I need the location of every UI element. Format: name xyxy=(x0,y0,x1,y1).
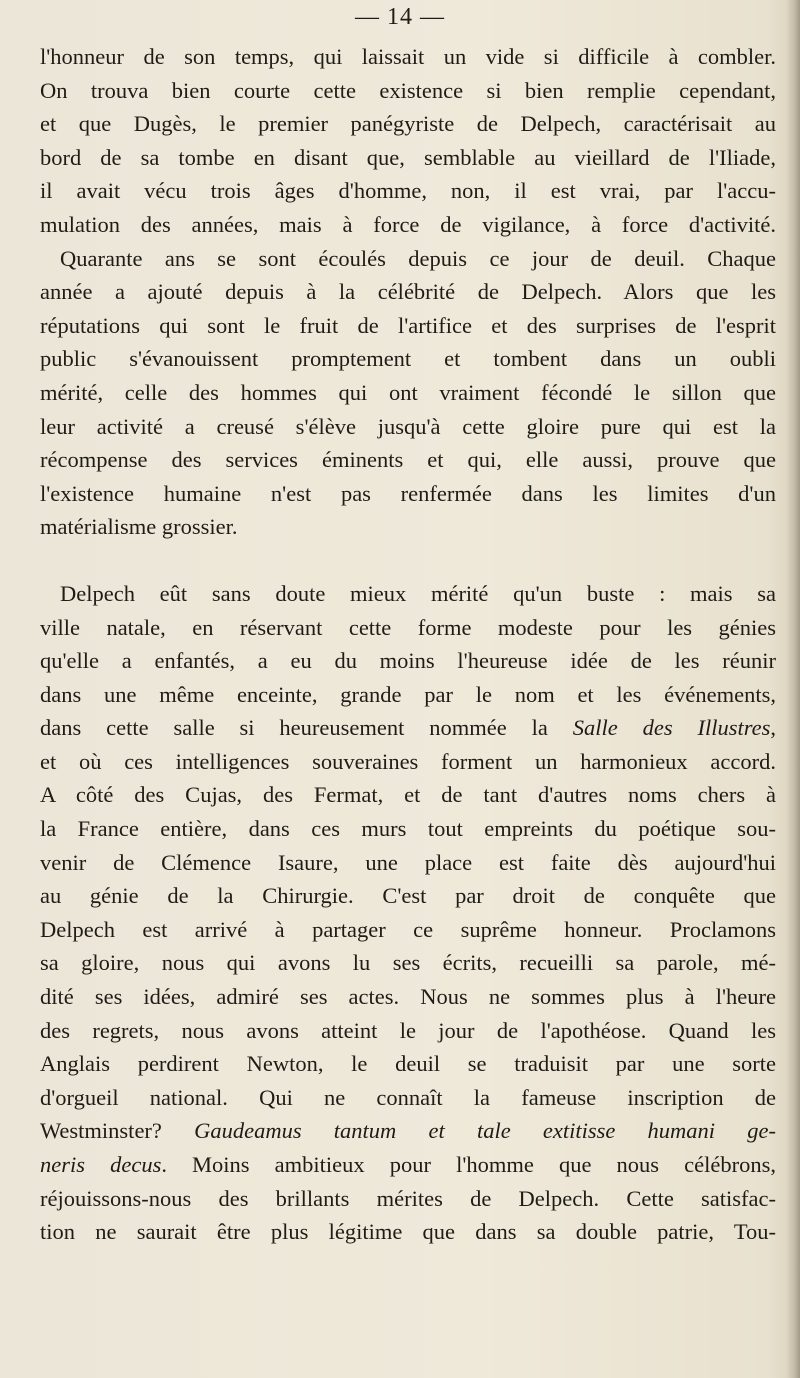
text-line: réputations qui sont le fruit de l'artifice et des surprises de l'esprit xyxy=(40,312,776,338)
text-line: On trouva bien courte cette existence si bien remplie cependant, xyxy=(40,77,776,103)
paragraph-1 xyxy=(40,40,776,242)
italic-title: Salle des Illustres xyxy=(572,715,771,741)
text-line: des regrets, nous avons atteint le jour de l'apothéose. Quand les xyxy=(40,1017,776,1043)
text-line: bord de sa tombe en disant que, semblable au vieillard de l'Iliade, xyxy=(40,144,776,170)
text-line: sa gloire, nous qui avons lu ses écrits, recueilli sa parole, mé- xyxy=(40,950,776,976)
latin-quote: neris decus xyxy=(40,1152,162,1177)
text-line: leur activité a creusé s'élève jusqu'à cette gloire pure qui est la xyxy=(40,413,776,439)
text-line: au génie de la Chirurgie. C'est par droit de conquête que xyxy=(40,883,776,909)
text-line: Delpech est arrivé à partager ce suprême honneur. Proclamons xyxy=(40,916,776,942)
text-line: dité ses idées, admiré ses actes. Nous ne sommes plus à l'heure xyxy=(40,984,776,1010)
latin-quote: Gaudeamus tantum et tale extitisse humani ge- xyxy=(194,1118,776,1144)
text-line: Delpech eût sans doute mieux mérité qu'un buste : mais sa xyxy=(60,580,776,606)
text-line-salle xyxy=(40,711,776,745)
text-line: mérité, celle des hommes qui ont vraiment fécondé le sillon que xyxy=(40,379,776,405)
text-line: réjouissons-nous des brillants mérites de Delpech. Cette satisfac- xyxy=(40,1185,776,1211)
text-segment: dans cette salle si heureusement nommée la xyxy=(40,715,573,741)
text-line: récompense des services éminents et qui, elle aussi, prouve que xyxy=(40,447,776,473)
text-line: l'existence humaine n'est pas renfermée dans les limites d'un xyxy=(40,480,776,506)
text-line: tion ne saurait être plus légitime que dans sa double patrie, Tou- xyxy=(40,1219,776,1245)
page-number: — 14 — xyxy=(355,4,445,30)
text-segment: . Moins ambitieux pour l'homme que nous célébrons, xyxy=(161,1152,776,1177)
text-segment: Westminster? xyxy=(40,1118,195,1144)
text-line: il avait vécu trois âges d'homme, non, il est vrai, par l'accu- xyxy=(40,178,776,204)
text-line: et que Dugès, le premier panégyriste de Delpech, caractérisait au xyxy=(40,111,776,137)
text-line: d'orgueil national. Qui ne connaît la fameuse inscription de xyxy=(40,1084,776,1110)
paragraph-3 xyxy=(40,577,776,1249)
text-line: l'honneur de son temps, qui laissait un vide si difficile à combler. xyxy=(40,44,776,69)
text-line: public s'évanouissent promptement et tombent dans un oubli xyxy=(40,346,776,372)
text-line: Quarante ans se sont écoulés depuis ce jour de deuil. Chaque xyxy=(60,245,776,271)
text-line: qu'elle a enfantés, a eu du moins l'heureuse idée de les réunir xyxy=(40,648,776,674)
text-line: mulation des années, mais à force de vigilance, à force d'activité. xyxy=(40,211,776,237)
text-line: ville natale, en réservant cette forme modeste pour les génies xyxy=(40,614,776,640)
text-line: dans une même enceinte, grande par le nom et les événements, xyxy=(40,681,776,707)
page-edge-shadow xyxy=(786,0,800,1378)
paragraph-2 xyxy=(40,242,776,544)
text-line: venir de Clémence Isaure, une place est faite dès aujourd'hui xyxy=(40,849,776,875)
paragraph-gap xyxy=(40,544,776,577)
text-line: et où ces intelligences souveraines forment un harmonieux accord. xyxy=(40,748,776,774)
text-line-latin-2 xyxy=(40,1148,776,1182)
text-line: matérialisme grossier. xyxy=(40,514,238,540)
text-line: A côté des Cujas, des Fermat, et de tant d'autres noms chers à xyxy=(40,782,776,808)
text-line: année a ajouté depuis à la célébrité de Delpech. Alors que les xyxy=(40,279,776,305)
text-line: Anglais perdirent Newton, le deuil se traduisit par une sorte xyxy=(40,1051,776,1077)
text-segment: , xyxy=(770,715,776,741)
text-line-latin-1 xyxy=(40,1114,776,1148)
body-text xyxy=(40,40,776,1249)
text-line: la France entière, dans ces murs tout empreints du poétique sou- xyxy=(40,816,776,842)
